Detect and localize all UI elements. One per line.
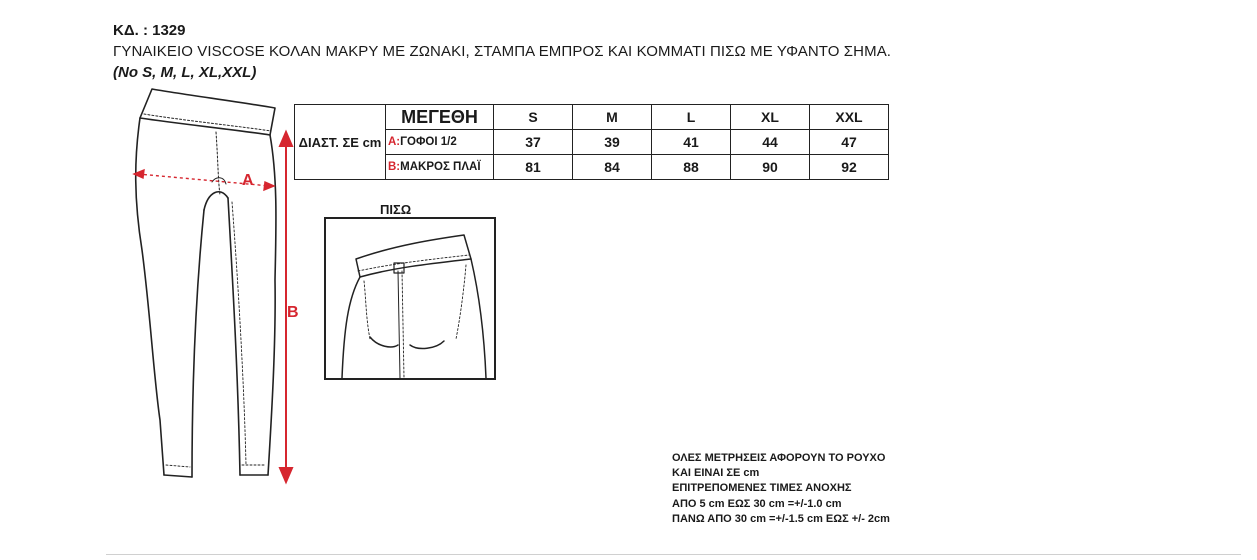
table-header-row	[295, 105, 889, 130]
available-sizes: (No S, M, L, XL,XXL)	[113, 64, 257, 81]
product-code: ΚΔ. : 1329	[113, 22, 186, 39]
size-s: S	[494, 105, 573, 130]
table-cell: 92	[810, 155, 889, 180]
product-description: ΓΥΝΑΙΚΕΙΟ VISCOSE ΚΟΛΑΝ ΜΑΚΡΥ ΜΕ ΖΩΝΑΚΙ, ΣΤΑΜΠΑ ΕΜΠΡΟΣ ΚΑΙ ΚΟΜΜΑΤΙ ΠΙΣΩ ΜΕ ΥΦΑΝΤΟ ΣΗΜΑ.	[113, 43, 892, 60]
back-view-box	[324, 217, 496, 380]
table-cell: 81	[494, 155, 573, 180]
row-label-side-length: B:ΜΑΚΡΟΣ ΠΛΑΪ	[386, 155, 494, 180]
bottom-divider	[106, 554, 1241, 555]
back-view-label: ΠΙΣΩ	[380, 202, 412, 217]
table-cell: 39	[573, 130, 652, 155]
note-line: ΕΠΙΤΡΕΠΟΜΕΝΕΣ ΤΙΜΕΣ ΑΝΟΧΗΣ	[672, 482, 852, 495]
table-cell: 41	[652, 130, 731, 155]
row-label-hips: A:ΓΟΦΟΙ 1/2	[386, 130, 494, 155]
tolerance-notes	[672, 451, 890, 527]
table-cell: 88	[652, 155, 731, 180]
back-leggings-figure	[326, 219, 494, 378]
note-line: ΑΠΟ 5 cm ΕΩΣ 30 cm =+/-1.0 cm	[672, 497, 842, 510]
table-cell: 84	[573, 155, 652, 180]
front-leggings-figure	[120, 80, 310, 490]
table-cell: 90	[731, 155, 810, 180]
table-cell: 47	[810, 130, 889, 155]
note-line: ΚΑΙ ΕΙΝΑΙ ΣΕ cm	[672, 467, 760, 480]
note-line: ΠΑΝΩ ΑΠΟ 30 cm =+/-1.5 cm ΕΩΣ +/- 2cm	[672, 512, 890, 525]
dimension-unit-header: ΔΙΑΣΤ. ΣΕ cm	[295, 105, 386, 180]
sizes-header: ΜΕΓΕΘΗ	[386, 105, 494, 130]
size-xl: XL	[731, 105, 810, 130]
table-cell: 37	[494, 130, 573, 155]
marker-b: B	[287, 304, 299, 321]
size-chart-table	[294, 104, 889, 180]
size-m: M	[573, 105, 652, 130]
note-line: ΟΛΕΣ ΜΕΤΡΗΣΕΙΣ ΑΦΟΡΟΥΝ ΤΟ ΡΟΥΧΟ	[672, 452, 886, 464]
marker-a: A	[242, 172, 254, 189]
size-l: L	[652, 105, 731, 130]
size-xxl: XXL	[810, 105, 889, 130]
table-cell: 44	[731, 130, 810, 155]
